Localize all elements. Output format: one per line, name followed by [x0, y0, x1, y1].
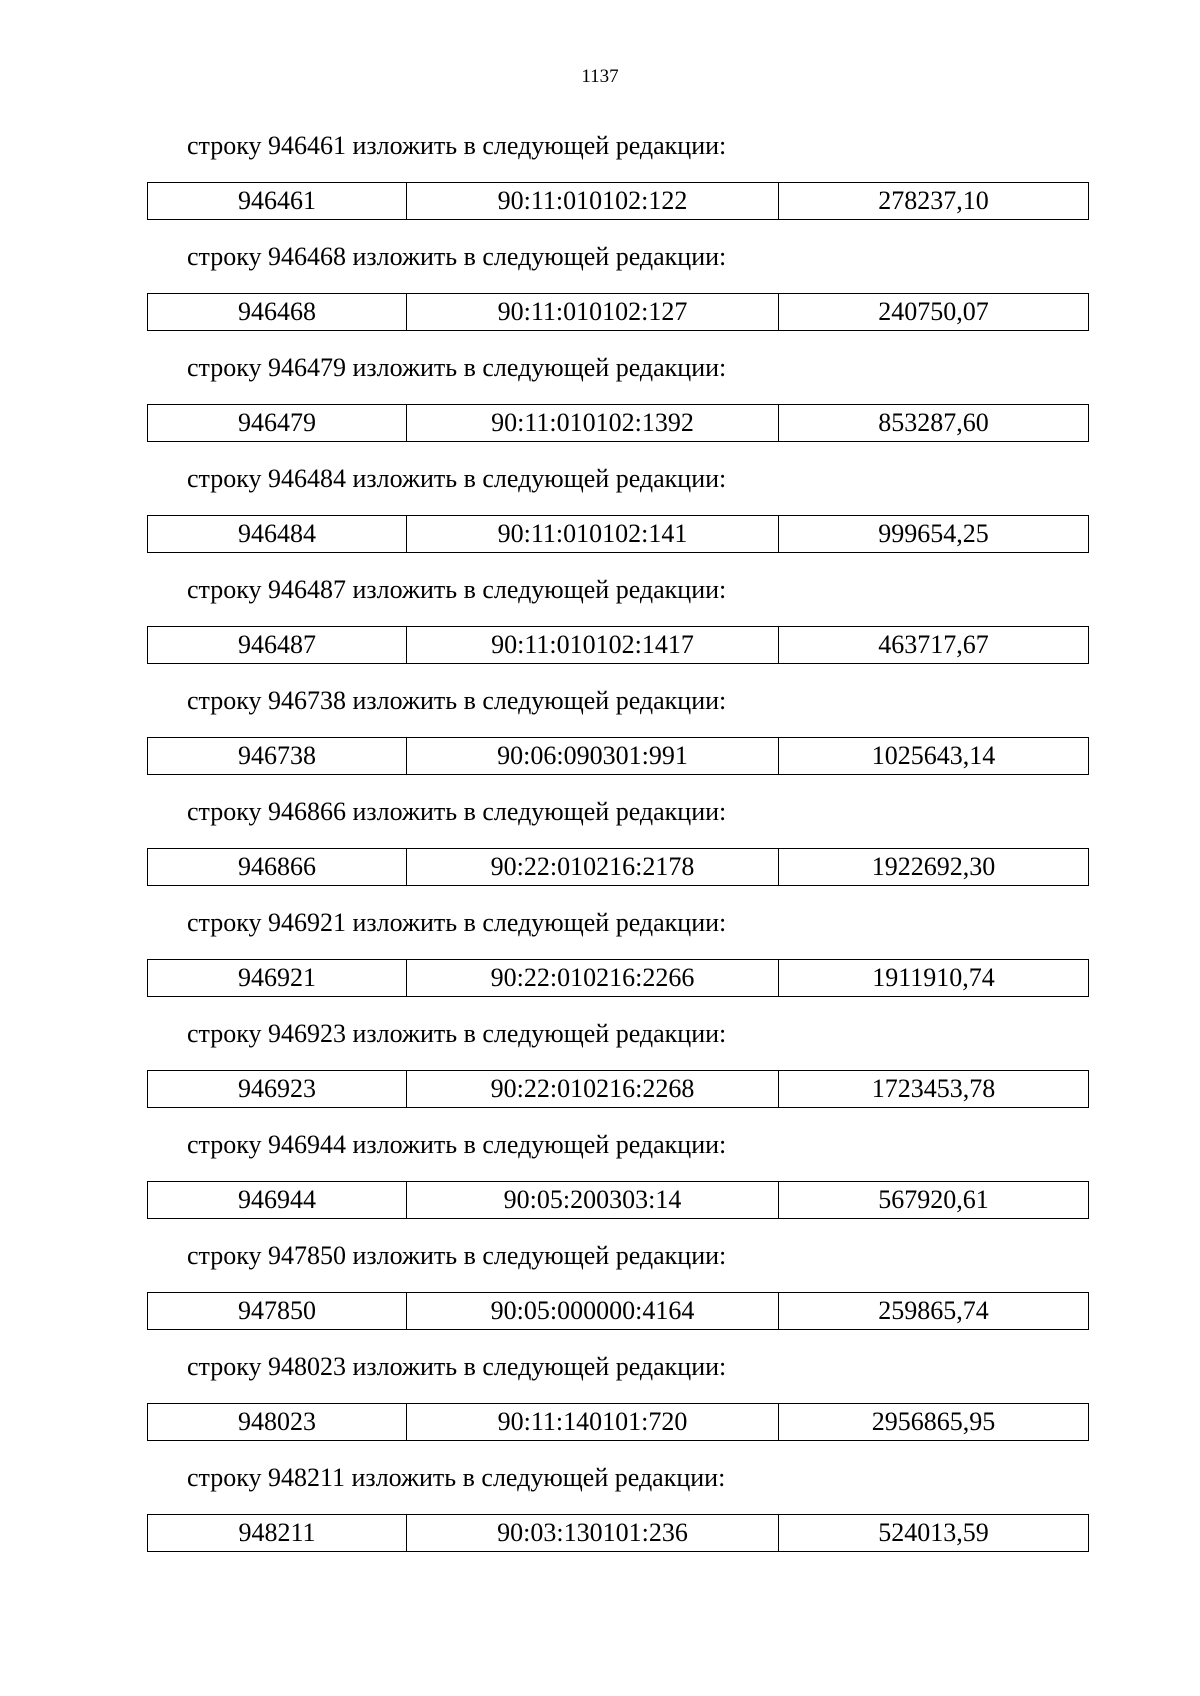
- amendment-instruction: строку 946468 изложить в следующей редакции:: [187, 242, 727, 271]
- row-number-cell: 946738: [148, 738, 407, 775]
- amendment-instruction: строку 946923 изложить в следующей редакции:: [187, 1019, 727, 1048]
- amendment-entry: [0, 1452, 1200, 1563]
- cadastral-value-cell: 1911910,74: [779, 960, 1089, 997]
- row-number-cell: 946866: [148, 849, 407, 886]
- amendment-entry: [0, 675, 1200, 786]
- row-number-cell: 946468: [148, 294, 407, 331]
- amendment-entry: [0, 453, 1200, 564]
- cadastral-value-cell: 853287,60: [779, 405, 1089, 442]
- table-row: [148, 405, 1089, 442]
- cadastral-number-cell: 90:11:140101:720: [407, 1404, 779, 1441]
- row-number-cell: 947850: [148, 1293, 407, 1330]
- page-number: 1137: [581, 66, 619, 87]
- table-row: [148, 1515, 1089, 1552]
- amendment-row-table: [147, 182, 1089, 220]
- amendment-entry: [0, 231, 1200, 342]
- amendment-entry: [0, 1008, 1200, 1119]
- amendment-row-table: [147, 515, 1089, 553]
- cadastral-number-cell: 90:11:010102:127: [407, 294, 779, 331]
- table-row: [148, 183, 1089, 220]
- amendment-row-table: [147, 1403, 1089, 1441]
- row-number-cell: 946487: [148, 627, 407, 664]
- table-row: [148, 1071, 1089, 1108]
- amendment-entry: [0, 120, 1200, 231]
- amendment-entry: [0, 342, 1200, 453]
- cadastral-value-cell: 567920,61: [779, 1182, 1089, 1219]
- amendment-entry: [0, 1341, 1200, 1452]
- amendment-list: [0, 120, 1200, 1563]
- cadastral-number-cell: 90:22:010216:2266: [407, 960, 779, 997]
- cadastral-value-cell: 463717,67: [779, 627, 1089, 664]
- amendment-instruction: строку 946487 изложить в следующей редакции:: [187, 575, 727, 604]
- cadastral-value-cell: 278237,10: [779, 183, 1089, 220]
- amendment-row-table: [147, 626, 1089, 664]
- row-number-cell: 946484: [148, 516, 407, 553]
- amendment-instruction: строку 946866 изложить в следующей редакции:: [187, 797, 727, 826]
- cadastral-number-cell: 90:11:010102:1392: [407, 405, 779, 442]
- amendment-row-table: [147, 737, 1089, 775]
- amendment-entry: [0, 897, 1200, 1008]
- table-row: [148, 627, 1089, 664]
- amendment-instruction: строку 948023 изложить в следующей редакции:: [187, 1352, 727, 1381]
- row-number-cell: 946944: [148, 1182, 407, 1219]
- amendment-instruction: строку 946944 изложить в следующей редакции:: [187, 1130, 727, 1159]
- amendment-instruction: строку 947850 изложить в следующей редакции:: [187, 1241, 727, 1270]
- amendment-row-table: [147, 1292, 1089, 1330]
- amendment-row-table: [147, 1070, 1089, 1108]
- cadastral-value-cell: 524013,59: [779, 1515, 1089, 1552]
- cadastral-number-cell: 90:22:010216:2178: [407, 849, 779, 886]
- cadastral-number-cell: 90:22:010216:2268: [407, 1071, 779, 1108]
- cadastral-number-cell: 90:05:200303:14: [407, 1182, 779, 1219]
- amendment-row-table: [147, 1181, 1089, 1219]
- row-number-cell: 946921: [148, 960, 407, 997]
- cadastral-value-cell: 2956865,95: [779, 1404, 1089, 1441]
- cadastral-value-cell: 1922692,30: [779, 849, 1089, 886]
- cadastral-number-cell: 90:11:010102:141: [407, 516, 779, 553]
- cadastral-number-cell: 90:11:010102:122: [407, 183, 779, 220]
- amendment-entry: [0, 1119, 1200, 1230]
- cadastral-value-cell: 240750,07: [779, 294, 1089, 331]
- row-number-cell: 948023: [148, 1404, 407, 1441]
- amendment-entry: [0, 786, 1200, 897]
- table-row: [148, 294, 1089, 331]
- amendment-row-table: [147, 848, 1089, 886]
- cadastral-number-cell: 90:11:010102:1417: [407, 627, 779, 664]
- row-number-cell: 946461: [148, 183, 407, 220]
- cadastral-number-cell: 90:06:090301:991: [407, 738, 779, 775]
- row-number-cell: 948211: [148, 1515, 407, 1552]
- table-row: [148, 516, 1089, 553]
- cadastral-value-cell: 1025643,14: [779, 738, 1089, 775]
- table-row: [148, 738, 1089, 775]
- amendment-row-table: [147, 404, 1089, 442]
- cadastral-number-cell: 90:05:000000:4164: [407, 1293, 779, 1330]
- amendment-entry: [0, 564, 1200, 675]
- table-row: [148, 849, 1089, 886]
- cadastral-value-cell: 259865,74: [779, 1293, 1089, 1330]
- amendment-row-table: [147, 959, 1089, 997]
- amendment-instruction: строку 946738 изложить в следующей редакции:: [187, 686, 727, 715]
- amendment-row-table: [147, 1514, 1089, 1552]
- amendment-instruction: строку 946921 изложить в следующей редакции:: [187, 908, 727, 937]
- table-row: [148, 1182, 1089, 1219]
- table-row: [148, 960, 1089, 997]
- cadastral-value-cell: 999654,25: [779, 516, 1089, 553]
- table-row: [148, 1404, 1089, 1441]
- row-number-cell: 946479: [148, 405, 407, 442]
- amendment-row-table: [147, 293, 1089, 331]
- cadastral-value-cell: 1723453,78: [779, 1071, 1089, 1108]
- amendment-instruction: строку 948211 изложить в следующей редакции:: [187, 1463, 726, 1492]
- amendment-instruction: строку 946484 изложить в следующей редакции:: [187, 464, 727, 493]
- cadastral-number-cell: 90:03:130101:236: [407, 1515, 779, 1552]
- amendment-instruction: строку 946479 изложить в следующей редакции:: [187, 353, 727, 382]
- amendment-entry: [0, 1230, 1200, 1341]
- table-row: [148, 1293, 1089, 1330]
- amendment-instruction: строку 946461 изложить в следующей редакции:: [187, 131, 727, 160]
- row-number-cell: 946923: [148, 1071, 407, 1108]
